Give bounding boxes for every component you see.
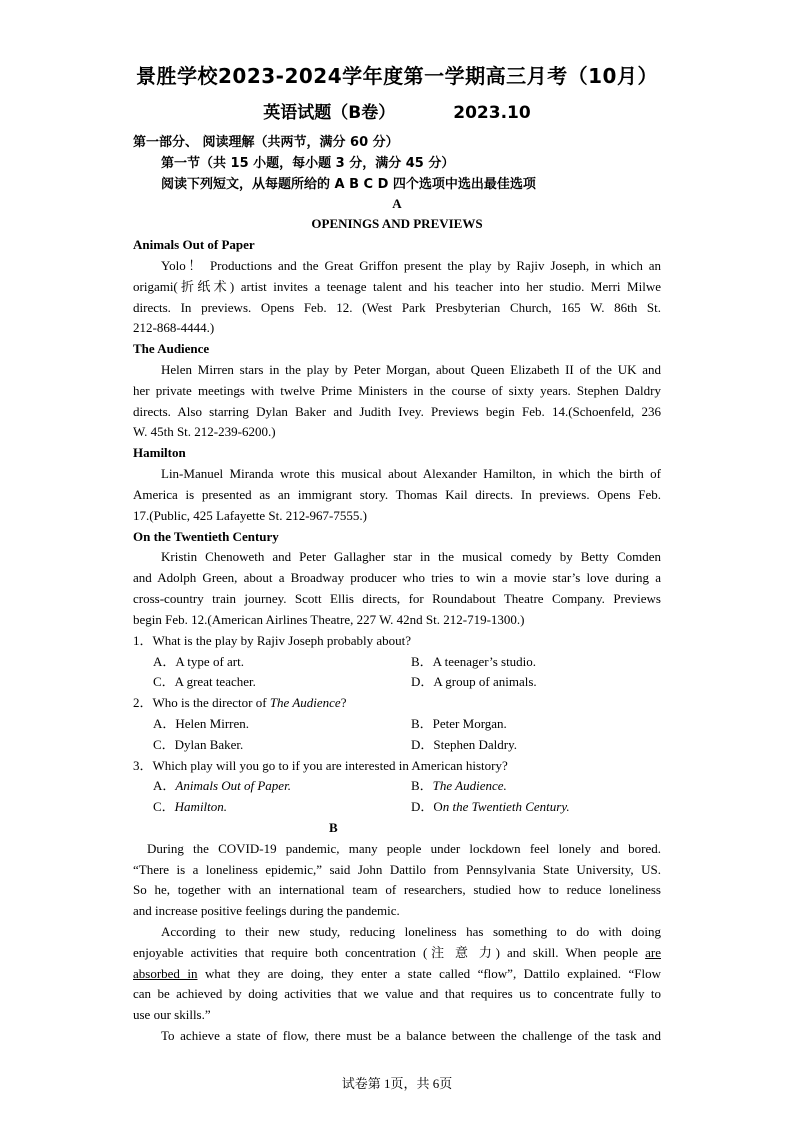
passage-a-letter: A xyxy=(392,196,402,211)
underlined-phrase: absorbed in xyxy=(133,966,198,981)
stem-title: The Audience xyxy=(269,695,341,710)
option-letter: C． xyxy=(153,799,175,814)
exam-date: 2023.10 xyxy=(453,103,531,123)
paragraph-line: her private meetings with twelve Prime Ministers in the course of sixty years. Stephen Daldry xyxy=(133,383,661,398)
paragraph-line xyxy=(133,943,661,963)
item-title: The Audience xyxy=(133,341,210,356)
option-letter: D．O xyxy=(411,799,443,814)
option-b[interactable]: B．Peter Morgan. xyxy=(411,716,507,731)
paragraph-line: America is presented as an immigrant story. Thomas Kail directs. In previews. Opens Feb. xyxy=(133,487,661,502)
paragraph-line: 212-868-4444.) xyxy=(133,320,215,335)
exam-title: 景胜学校2023-2024学年度第一学期高三月考（10月） xyxy=(136,64,658,88)
option-text: Animals Out of Paper. xyxy=(175,778,291,793)
paragraph-line: can be achieved by doing activities that we value and that requires us to concentrate fully to xyxy=(133,986,661,1001)
paragraph-line: Lin-Manuel Miranda wrote this musical about Alexander Hamilton, in which the birth of xyxy=(161,466,661,481)
option-b[interactable] xyxy=(411,776,507,796)
paragraph-line: “There is a loneliness epidemic,” said John Dattilo from Pennsylvania State University, US. xyxy=(133,862,661,877)
option-a[interactable] xyxy=(153,776,291,796)
question-stem xyxy=(133,693,661,713)
paragraph-line xyxy=(133,964,661,984)
item-title: Hamilton xyxy=(133,445,186,460)
paragraph-line: W. 45th St. 212-239-6200.) xyxy=(133,424,276,439)
section-heading: 第一节（共 15 小题，每小题 3 分，满分 45 分） xyxy=(161,156,455,171)
paragraph-line: origami(折纸术) artist invites a teenage talent and his teacher into her studio. Merri Milwe xyxy=(133,279,661,294)
line-text: enjoyable activities that require both concentration (注 意 力) and skill. When people xyxy=(133,945,646,960)
exam-subtitle xyxy=(0,98,794,123)
paper-name: 英语试题（B卷） xyxy=(263,103,396,123)
option-letter: B． xyxy=(411,778,433,793)
option-c[interactable]: C．A great teacher. xyxy=(153,674,256,689)
paragraph-line: To achieve a state of flow, there must be a balance between the challenge of the task and xyxy=(161,1028,661,1043)
option-c[interactable]: C．Dylan Baker. xyxy=(153,737,244,752)
paragraph-line: cross-country train journey. Scott Ellis directs, for Roundabout Theatre Company. Previews xyxy=(133,591,661,606)
passage-b-letter: B xyxy=(329,820,338,835)
paragraph-line: Helen Mirren stars in the play by Peter Morgan, about Queen Elizabeth II of the UK and xyxy=(161,362,661,377)
option-text: Hamilton. xyxy=(174,799,228,814)
option-b[interactable]: B．A teenager’s studio. xyxy=(411,654,537,669)
paragraph-line: directs. Also starring Dylan Baker and Judith Ivey. Previews begin Feb. 14.(Schoenfeld, 236 xyxy=(133,404,661,419)
option-d[interactable] xyxy=(411,797,570,817)
option-a[interactable]: A．Helen Mirren. xyxy=(153,716,250,731)
page-footer: 试卷第 1页，共 6页 xyxy=(341,1076,453,1091)
paragraph-line: directs. In previews. Opens Feb. 12. (West Park Presbyterian Church, 165 W. 86th St. xyxy=(133,300,661,315)
option-text: n the Twentieth Century. xyxy=(442,799,570,814)
paragraph-line: So he, together with an international team of researchers, studied how to reduce loneliness xyxy=(133,882,661,897)
option-text: The Audience. xyxy=(432,778,507,793)
paragraph-line: 17.(Public, 425 Lafayette St. 212-967-7555.) xyxy=(133,508,367,523)
option-a[interactable]: A．A type of art. xyxy=(153,654,244,669)
stem-mark: ? xyxy=(340,695,347,710)
paragraph-line: and Adolph Green, about a Broadway producer who tries to win a movie star’s love during a xyxy=(133,570,661,585)
item-title: On the Twentieth Century xyxy=(133,529,279,544)
instruction: 阅读下列短文，从每题所给的 A B C D 四个选项中选出最佳选项 xyxy=(161,177,536,192)
option-c[interactable] xyxy=(153,797,227,817)
stem-text: 2．Who is the director of xyxy=(133,695,270,710)
paragraph-line: begin Feb. 12.(American Airlines Theatre, 227 W. 42nd St. 212-719-1300.) xyxy=(133,612,525,627)
paragraph-line: According to their new study, reducing loneliness has something to do with doing xyxy=(161,924,661,939)
part-heading: 第一部分、 阅读理解（共两节，满分 60 分） xyxy=(133,135,399,150)
paragraph-line: and increase positive feelings during the pandemic. xyxy=(133,903,400,918)
underlined-phrase: are xyxy=(645,945,661,960)
option-letter: A． xyxy=(153,778,176,793)
paragraph-line: Yolo！ Productions and the Great Griffon present the play by Rajiv Joseph, in which an xyxy=(161,258,661,273)
paragraph-line: Kristin Chenoweth and Peter Gallagher star in the musical comedy by Betty Comden xyxy=(161,549,661,564)
paragraph-line: use our skills.” xyxy=(133,1007,211,1022)
paragraph-line: During the COVID-19 pandemic, many people under lockdown feel lonely and bored. xyxy=(147,841,661,856)
passage-a-heading: OPENINGS AND PREVIEWS xyxy=(311,216,483,231)
option-d[interactable]: D．Stephen Daldry. xyxy=(411,737,518,752)
line-text: what they are doing, they enter a state called “flow”, Dattilo explained. “Flow xyxy=(197,966,661,981)
option-d[interactable]: D．A group of animals. xyxy=(411,674,537,689)
question-stem: 3．Which play will you go to if you are interested in American history? xyxy=(133,758,508,773)
question-stem: 1．What is the play by Rajiv Joseph probably about? xyxy=(133,633,412,648)
item-title: Animals Out of Paper xyxy=(133,237,255,252)
